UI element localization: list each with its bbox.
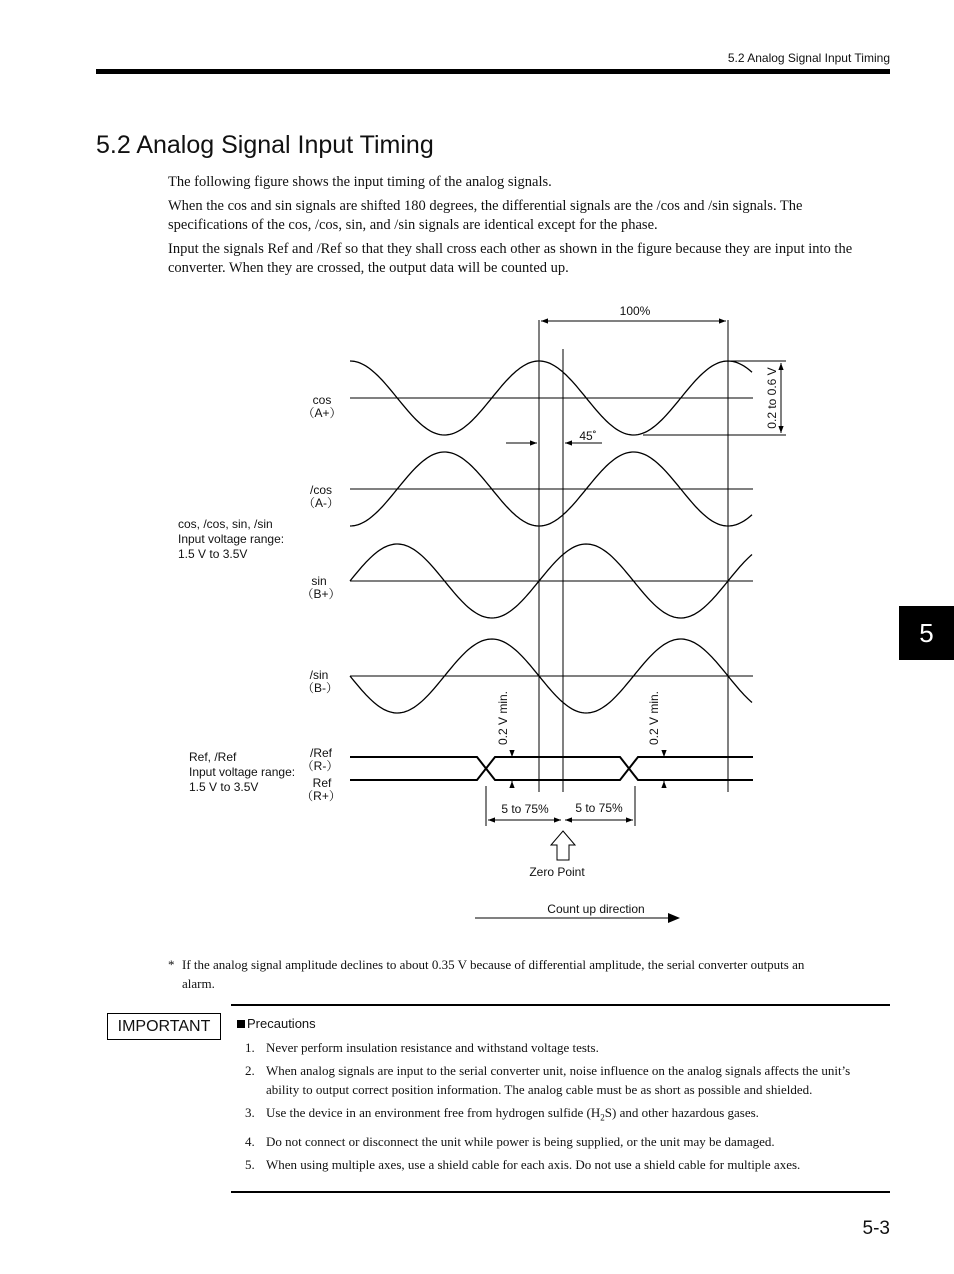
item-number: 1. xyxy=(245,1040,255,1055)
item-text: Never perform insulation resistance and withstand voltage tests. xyxy=(266,1040,599,1055)
inv-cos-label: /cos xyxy=(309,483,333,497)
chapter-tab: 5 xyxy=(899,606,954,660)
cos-label: cos xyxy=(312,393,332,407)
section-title: 5.2 Analog Signal Input Timing xyxy=(96,131,434,159)
item-text: Use the device in an environment free from hydrogen sulfide (H xyxy=(266,1105,601,1120)
footnote-mark: * xyxy=(168,957,175,972)
item-number: 5. xyxy=(245,1156,255,1172)
item-number: 4. xyxy=(245,1133,255,1149)
list-item xyxy=(245,1061,870,1099)
ref-range-line: Input voltage range: xyxy=(189,765,296,779)
important-bottom-rule xyxy=(231,1191,890,1193)
precautions-heading-text: Precautions xyxy=(247,1016,316,1031)
item-text: S) and other hazardous gases. xyxy=(604,1105,759,1120)
ref-waveform xyxy=(350,757,753,780)
list-item xyxy=(245,1103,870,1128)
period-label: 100% xyxy=(619,304,651,318)
item-number: 2. xyxy=(245,1063,255,1078)
intro-paragraph: Input the signals Ref and /Ref so that they shall cross each other as shown in the figure because they are input into the converter. When they are crossed, the output data will be counted up. xyxy=(168,241,853,276)
item-number: 3. xyxy=(245,1105,255,1120)
analog-range-line: 1.5 V to 3.5V xyxy=(178,547,248,561)
amplitude-label: 0.2 to 0.6 V xyxy=(765,367,779,429)
sin-label: sin xyxy=(311,574,327,588)
precautions-list xyxy=(245,1038,870,1178)
phase-label: 45˚ xyxy=(579,429,597,443)
ref-label: Ref xyxy=(312,776,332,790)
footnote xyxy=(168,955,808,993)
footnote-text: If the analog signal amplitude declines to about 0.35 V because of differential amplitude, the serial converter outputs an alarm. xyxy=(182,957,805,991)
list-item xyxy=(245,1132,870,1151)
window-right-label: 5 to 75% xyxy=(575,801,623,815)
important-badge: IMPORTANT xyxy=(107,1013,221,1040)
analog-range-line: Input voltage range: xyxy=(178,532,285,546)
intro-paragraph: When the cos and sin signals are shifted 180 degrees, the differential signals are the /cos and /sin signals. The specifications of the cos, /cos, sin, and /sin signals are identical except for the phase. xyxy=(168,198,803,233)
zero-point-label: Zero Point xyxy=(529,865,585,879)
ref-range-line: Ref, /Ref xyxy=(189,750,237,764)
inv-sin-pin: （B-） xyxy=(301,681,339,695)
signal-waveforms xyxy=(350,361,752,713)
inv-cos-pin: （A-） xyxy=(302,496,340,510)
list-item xyxy=(245,1038,870,1057)
analog-range-line: cos, /cos, sin, /sin xyxy=(178,517,273,531)
page-number: 5-3 xyxy=(862,1218,890,1239)
min-label-left: 0.2 V min. xyxy=(496,690,510,746)
important-top-rule xyxy=(231,1004,890,1006)
inv-ref-waveform xyxy=(350,757,753,780)
item-subscript: 2 xyxy=(600,1112,605,1123)
window-left-label: 5 to 75% xyxy=(501,802,549,816)
item-text: When using multiple axes, use a shield cable for each axis. Do not use a shield cable for multiple axes. xyxy=(266,1156,801,1172)
item-text: Do not connect or disconnect the unit while power is being supplied, or the unit may be damaged. xyxy=(266,1133,775,1149)
count-direction-label: Count up direction xyxy=(547,902,645,916)
zero-point-arrow-icon xyxy=(551,831,575,860)
count-direction-arrowhead xyxy=(668,913,680,923)
inv-ref-label: /Ref xyxy=(309,746,333,760)
running-header: 5.2 Analog Signal Input Timing xyxy=(727,51,890,65)
square-bullet-icon xyxy=(237,1020,245,1028)
ref-pin: （R+） xyxy=(301,789,341,803)
inv-ref-pin: （R-） xyxy=(301,759,339,773)
min-label-right: 0.2 V min. xyxy=(647,690,661,746)
sin-pin: （B+） xyxy=(301,587,341,601)
item-text: When analog signals are input to the serial converter unit, noise influence on the analog signals affects the unit’s ability to output correct position information. The analog cable must be as short as possible and shielded. xyxy=(266,1063,851,1097)
precautions-heading xyxy=(237,1016,316,1031)
cos-pin: （A+） xyxy=(302,406,342,420)
list-item xyxy=(245,1155,870,1174)
intro-paragraph: The following figure shows the input timing of the analog signals. xyxy=(168,174,552,190)
inv-sin-label: /sin xyxy=(309,668,329,682)
ref-range-line: 1.5 V to 3.5V xyxy=(189,780,259,794)
